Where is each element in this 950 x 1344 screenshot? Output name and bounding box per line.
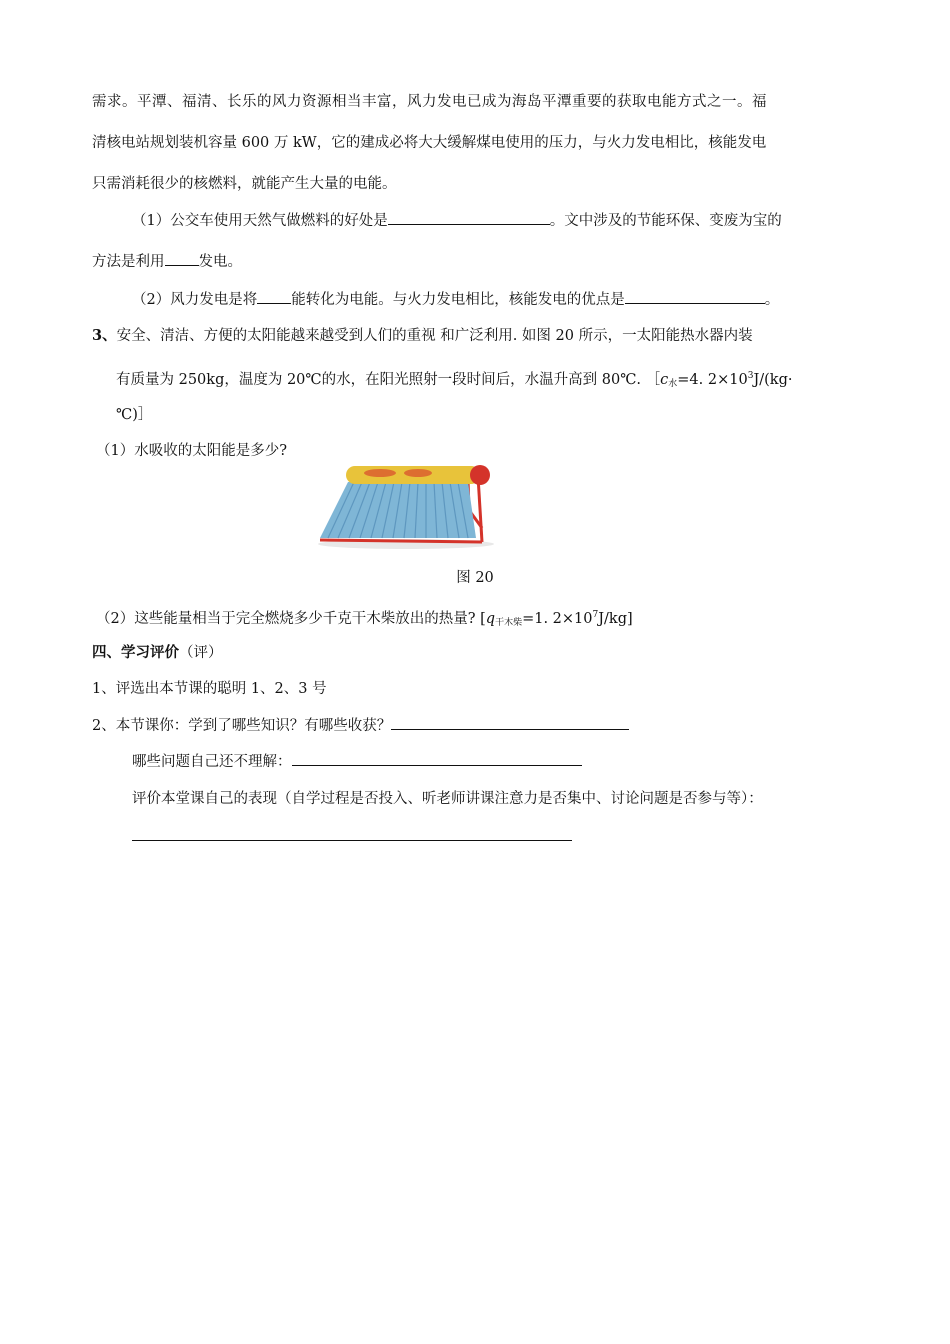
q-exponent: 7 [592, 610, 599, 620]
section-4-title-suffix: （评） [179, 645, 223, 661]
not-understood-blank[interactable] [292, 751, 582, 766]
evaluation-item-2 [92, 715, 629, 736]
q2-part2-text: （2）风力发电是将 [132, 292, 258, 308]
q3-line-2 [116, 366, 792, 394]
q3-sub2 [96, 605, 633, 633]
section-4-title: 四、学习评价 [92, 644, 179, 661]
q2-part1-line [132, 210, 782, 231]
q3-text-1: 安全、清洁、方便的太阳能越来越受到人们的重视 和广泛利用. 如图 20 所示，一太阳能热水器内装 [116, 328, 753, 344]
intro-line-3: 只需消耗很少的核燃料，就能产生大量的电能。 [92, 176, 397, 192]
q2-part2-line [132, 289, 779, 310]
evaluation-item-2-text: 2、本节课你：学到了哪些知识？有哪些收获？ [92, 718, 392, 734]
q3-text-2c: J/(kg· [753, 372, 793, 388]
q-symbol: q [485, 611, 496, 627]
q2-part2-mid-text: 能转化为电能。与火力发电相比，核能发电的优点是 [291, 292, 625, 308]
q3-line-1 [92, 326, 753, 346]
q3-sub2-text: （2）这些能量相当于完全燃烧多少千克干木柴放出的热量? [ [96, 611, 486, 627]
section-4-heading [92, 643, 223, 663]
q2-part1b-line [92, 251, 242, 272]
c-subscript: 水 [668, 379, 678, 389]
q3-text-2b: =4. 2×10 [677, 372, 748, 388]
solar-water-heater-image [318, 458, 496, 550]
q3-line-3: ℃)］ [116, 407, 153, 423]
q3-sub1: （1）水吸收的太阳能是多少? [96, 443, 287, 459]
figure-caption: 图 20 [456, 570, 494, 586]
q2-part1-text-after: 。文中涉及的节能环保、变废为宝的 [549, 213, 782, 229]
evaluation-item-3-text: 哪些问题自己还不理解： [132, 754, 292, 770]
evaluation-item-1: 1、评选出本节课的聪明 1、2、3 号 [92, 681, 327, 697]
q2-part1-answer-blank[interactable] [388, 210, 550, 225]
q2-part1b-text: 方法是利用 [92, 254, 165, 270]
evaluation-item-3 [132, 751, 582, 772]
knowledge-gained-blank[interactable] [391, 715, 629, 730]
evaluation-item-4: 评价本堂课自己的表现（自学过程是否投入、听老师讲课注意力是否集中、讨论问题是否参与等）： [132, 791, 763, 807]
q-subscript: 干木柴 [495, 618, 523, 628]
c-exponent: 3 [747, 371, 754, 381]
c-symbol: c [660, 372, 669, 388]
q3-sub2-value: =1. 2×10 [522, 611, 593, 627]
q3-text-2a: 有质量为 250kg，温度为 20℃的水，在阳光照射一段时间后，水温升高到 80℃. ［ [116, 372, 661, 388]
q2-part1b-text-after: 发电。 [198, 254, 242, 270]
q2-part2-advantage-blank[interactable] [625, 289, 765, 304]
self-evaluation-blank[interactable] [132, 826, 572, 841]
q2-part2-end: 。 [764, 292, 780, 308]
intro-line-1: 需求。平潭、福清、长乐的风力资源相当丰富，风力发电已成为海岛平潭重要的获取电能方式之一。福 [92, 94, 767, 110]
heater-tank-cap [470, 465, 490, 485]
q2-part2-energy-blank[interactable] [257, 289, 291, 304]
q3-sub2-unit: J/kg] [598, 611, 633, 627]
q2-part1b-answer-blank[interactable] [165, 251, 199, 266]
intro-line-2: 清核电站规划装机容量 600 万 kW，它的建成必将大大缓解煤电使用的压力，与火力发电相比，核能发电 [92, 135, 767, 151]
q3-number: 3、 [92, 327, 117, 344]
q2-part1-text: （1）公交车使用天然气做燃料的好处是 [132, 213, 388, 229]
